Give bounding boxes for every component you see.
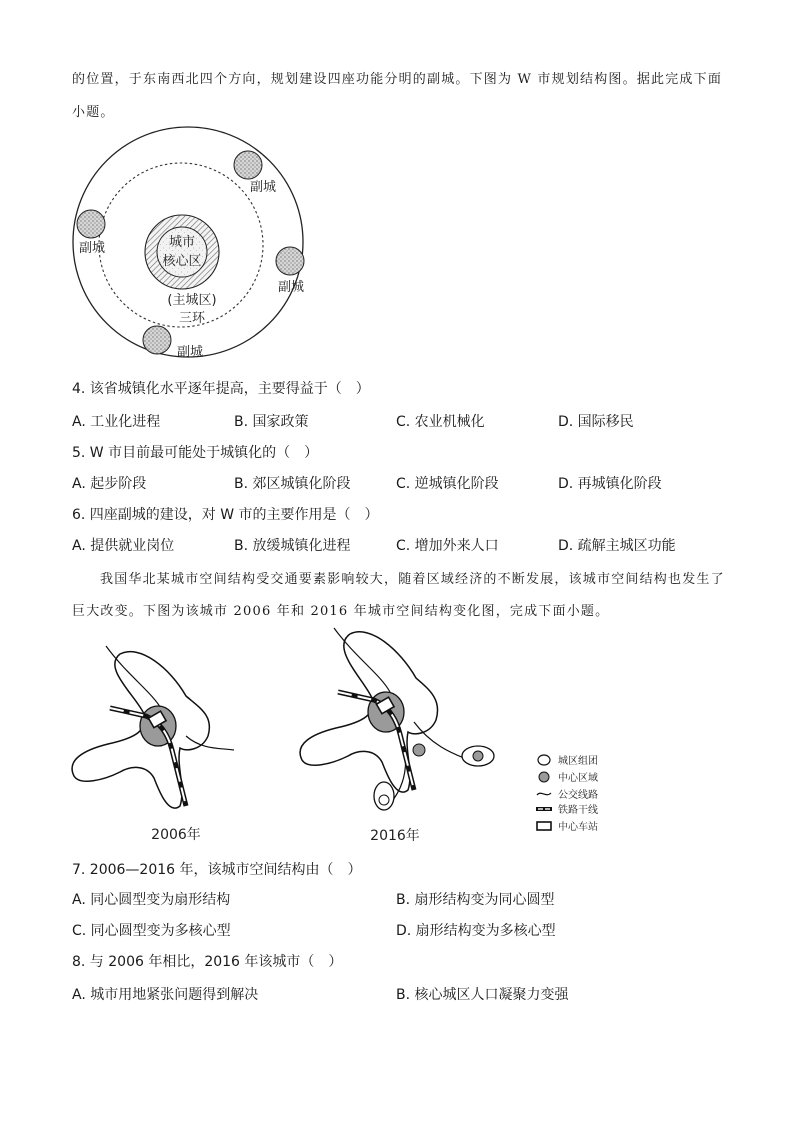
- sub-city-north: [234, 151, 262, 179]
- legend-label-rail: 铁路干线: [558, 805, 598, 816]
- intro-line-2: 小题。: [72, 105, 115, 120]
- main-city-label: (主城区): [167, 293, 217, 308]
- q7-option-c[interactable]: C. 同心圆型变为多核心型: [72, 923, 231, 939]
- year-label-2006: 2006年: [151, 827, 201, 843]
- sub-city-label-east: 副城: [277, 280, 305, 295]
- q6-option-b[interactable]: B. 放缓城镇化进程: [234, 538, 351, 554]
- q7-option-d[interactable]: D. 扇形结构变为多核心型: [396, 923, 556, 939]
- sub-city-south: [143, 326, 171, 354]
- figure-2006-structure: [62, 638, 252, 848]
- legend-symbol-bus: [537, 793, 551, 795]
- legend-label-cluster: 城区组团: [558, 756, 598, 767]
- legend-symbol-cluster: [538, 755, 550, 765]
- q5-option-b[interactable]: B. 郊区城镇化阶段: [234, 476, 351, 492]
- sub-center-east-2016: [473, 751, 483, 761]
- passage2-line-2: 巨大改变。下图为该城市 2006 年和 2016 年城市空间结构变化图，完成下面小题。: [72, 604, 610, 619]
- intro-line-1: 的位置，于东南西北四个方向，规划建设四座功能分明的副城。下图为 W 市规划结构图。据此完成下面: [72, 72, 723, 87]
- sub-city-label-south: 副城: [176, 345, 204, 360]
- bus-line-2006-a: [106, 646, 162, 710]
- q5-option-d[interactable]: D. 再城镇化阶段: [558, 476, 662, 492]
- q4-stem: 4. 该省城镇化水平逐年提高，主要得益于（ ）: [72, 381, 370, 397]
- year-label-2016: 2016年: [370, 828, 420, 844]
- core-label-2: 核心区: [162, 254, 202, 269]
- q5-option-c[interactable]: C. 逆城镇化阶段: [396, 476, 499, 492]
- q4-option-a[interactable]: A. 工业化进程: [72, 414, 161, 430]
- q7-option-b[interactable]: B. 扇形结构变为同心圆型: [396, 892, 555, 908]
- q6-option-a[interactable]: A. 提供就业岗位: [72, 538, 175, 554]
- bus-line-2006-b: [186, 736, 234, 750]
- legend-symbol-station: [537, 822, 551, 830]
- q8-option-a[interactable]: A. 城市用地紧张问题得到解决: [72, 987, 259, 1003]
- sub-center-mid-2016: [413, 744, 425, 756]
- q4-option-d[interactable]: D. 国际移民: [558, 414, 634, 430]
- q6-stem: 6. 四座副城的建设，对 W 市的主要作用是（ ）: [72, 507, 379, 523]
- q6-option-c[interactable]: C. 增加外来人口: [396, 538, 499, 554]
- q6-option-d[interactable]: D. 疏解主城区功能: [558, 538, 676, 554]
- legend-symbol-center: [539, 772, 549, 782]
- sub-city-east: [276, 247, 304, 275]
- sub-city-label-north: 副城: [249, 180, 277, 195]
- legend-label-center: 中心区域: [558, 773, 598, 784]
- figure-2016-structure: [292, 626, 522, 848]
- q5-stem: 5. W 市目前最可能处于城镇化的（ ）: [72, 445, 319, 461]
- ring-label: 三环: [178, 311, 206, 326]
- core-label-1: 城市: [168, 235, 196, 250]
- sub-center-south-2016: [379, 795, 389, 805]
- legend-label-bus: 公交线路: [558, 790, 598, 801]
- q8-option-b[interactable]: B. 核心城区人口凝聚力变强: [396, 987, 569, 1003]
- figure-w-city-structure: [60, 120, 320, 370]
- q7-stem: 7. 2006—2016 年，该城市空间结构由（ ）: [72, 862, 362, 878]
- sub-city-label-west: 副城: [78, 241, 106, 256]
- figure-2-legend: [534, 752, 634, 836]
- q7-option-a[interactable]: A. 同心圆型变为扇形结构: [72, 892, 231, 908]
- sub-city-west: [77, 210, 105, 238]
- legend-label-station: 中心车站: [558, 822, 598, 833]
- passage2-line-1: 我国华北某城市空间结构受交通要素影响较大，随着区域经济的不断发展，该城市空间结构也发生了: [100, 572, 725, 587]
- q4-option-c[interactable]: C. 农业机械化: [396, 414, 485, 430]
- q8-stem: 8. 与 2006 年相比，2016 年该城市（ ）: [72, 954, 343, 970]
- q4-option-b[interactable]: B. 国家政策: [234, 414, 309, 430]
- q5-option-a[interactable]: A. 起步阶段: [72, 476, 147, 492]
